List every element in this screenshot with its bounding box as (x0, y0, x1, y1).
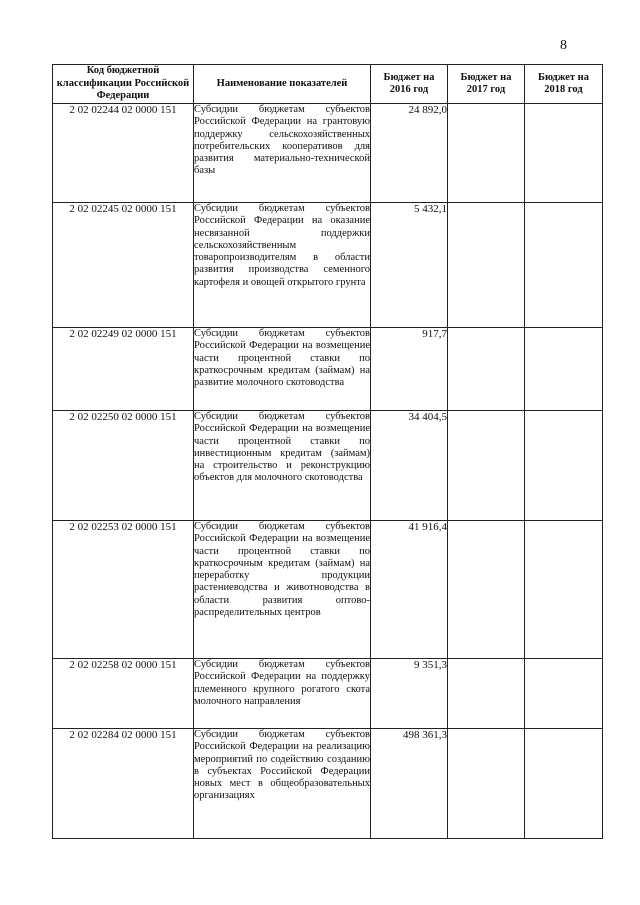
table-row (53, 521, 603, 659)
budget-2018-cell (525, 203, 603, 328)
indicator-name-cell: Субсидии бюджетам субъектов Российской Федерации на поддержку племенного крупного рогатого скота молочного направления (194, 659, 371, 729)
table-row (53, 104, 603, 203)
budget-2018-cell (525, 659, 603, 729)
table-row (53, 328, 603, 411)
budget-code-cell: 2 02 02258 02 0000 151 (53, 659, 194, 729)
budget-2018-cell (525, 328, 603, 411)
table-row (53, 659, 603, 729)
budget-2017-cell (448, 659, 525, 729)
indicator-name-cell: Субсидии бюджетам субъектов Российской Федерации на грантовую поддержку сельскохозяйственных потребительских кооперативов для развития материально-технической базы (194, 104, 371, 203)
table-header-row (53, 65, 603, 104)
indicator-name-cell: Субсидии бюджетам субъектов Российской Федерации на возмещение части процентной ставки по краткосрочным кредитам (займам) на развитие молочного скотоводства (194, 328, 371, 411)
budget-code-cell: 2 02 02244 02 0000 151 (53, 104, 194, 203)
budget-2016-cell: 41 916,4 (371, 521, 448, 659)
budget-code-cell: 2 02 02249 02 0000 151 (53, 328, 194, 411)
indicator-name-cell: Субсидии бюджетам субъектов Российской Федерации на возмещение части процентной ставки по инвестиционным кредитам (займам) на строительство и реконструкцию объектов для молочного скотоводства (194, 411, 371, 521)
budget-table (52, 64, 603, 839)
budget-2017-cell (448, 729, 525, 839)
page-number: 8 (560, 38, 567, 53)
header-name: Наименование показателей (194, 65, 371, 104)
budget-2017-cell (448, 328, 525, 411)
budget-2018-cell (525, 729, 603, 839)
budget-2018-cell (525, 411, 603, 521)
budget-2018-cell (525, 104, 603, 203)
table-row (53, 729, 603, 839)
header-2018: Бюджет на 2018 год (525, 65, 603, 104)
budget-2016-cell: 9 351,3 (371, 659, 448, 729)
budget-2016-cell: 24 892,0 (371, 104, 448, 203)
budget-2017-cell (448, 203, 525, 328)
budget-2016-cell: 34 404,5 (371, 411, 448, 521)
budget-2018-cell (525, 521, 603, 659)
indicator-name-cell: Субсидии бюджетам субъектов Российской Федерации на оказание несвязанной поддержки сельскохозяйственным товаропроизводителям в области развития производства семенного картофеля и овощей открытого грунта (194, 203, 371, 328)
header-2016: Бюджет на 2016 год (371, 65, 448, 104)
budget-2016-cell: 917,7 (371, 328, 448, 411)
indicator-name-cell: Субсидии бюджетам субъектов Российской Федерации на реализацию мероприятий по содействию созданию в субъектах Российской Федерации новых мест в общеобразовательных организациях (194, 729, 371, 839)
budget-2017-cell (448, 411, 525, 521)
budget-code-cell: 2 02 02253 02 0000 151 (53, 521, 194, 659)
table-row (53, 411, 603, 521)
budget-2017-cell (448, 521, 525, 659)
budget-2016-cell: 5 432,1 (371, 203, 448, 328)
table-row (53, 203, 603, 328)
budget-code-cell: 2 02 02245 02 0000 151 (53, 203, 194, 328)
header-code: Код бюджетной классификации Российской Федерации (53, 65, 194, 104)
budget-2017-cell (448, 104, 525, 203)
budget-code-cell: 2 02 02284 02 0000 151 (53, 729, 194, 839)
indicator-name-cell: Субсидии бюджетам субъектов Российской Федерации на возмещение части процентной ставки по краткосрочным кредитам (займам) на переработку продукции растениеводства и животноводства в области развития оптово-распределительных центров (194, 521, 371, 659)
budget-2016-cell: 498 361,3 (371, 729, 448, 839)
budget-code-cell: 2 02 02250 02 0000 151 (53, 411, 194, 521)
header-2017: Бюджет на 2017 год (448, 65, 525, 104)
